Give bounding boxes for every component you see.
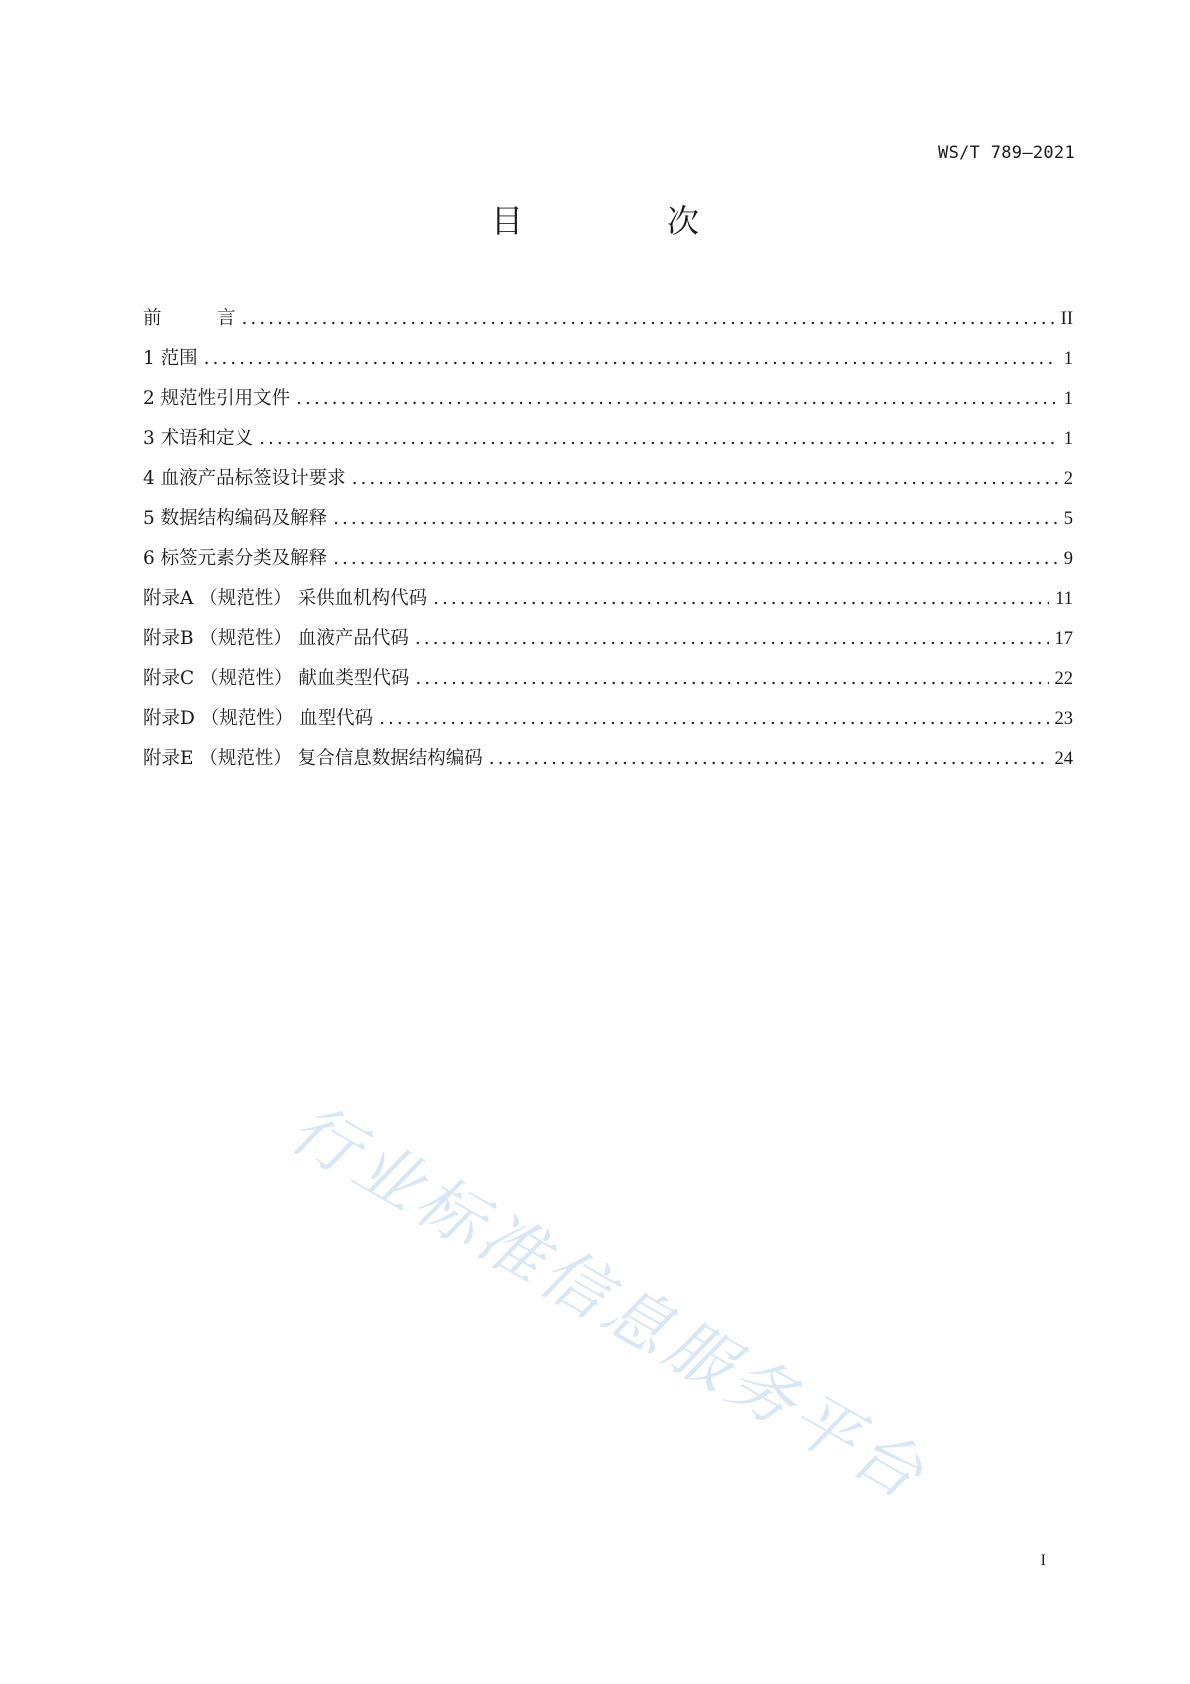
toc-entry-page: 22 <box>1054 669 1073 689</box>
toc-entry-page: 1 <box>1063 389 1073 409</box>
toc-entry[interactable] <box>143 744 1073 784</box>
toc-entry-label: 附录A （规范性） 采供血机构代码 <box>143 588 428 609</box>
toc-entry-page: 24 <box>1054 749 1073 769</box>
toc-entry-page: 5 <box>1063 509 1073 529</box>
toc-leader-dots <box>333 508 1058 529</box>
toc-leader-dots <box>379 708 1048 729</box>
toc-entry[interactable] <box>143 664 1073 704</box>
page-title: 目 次 <box>490 202 755 240</box>
toc-leader-dots <box>433 588 1049 609</box>
table-of-contents <box>143 304 1073 784</box>
toc-leader-dots <box>415 628 1049 649</box>
toc-entry[interactable] <box>143 424 1073 464</box>
toc-entry-label: 1 范围 <box>143 348 198 369</box>
toc-entry[interactable] <box>143 544 1073 584</box>
toc-entry-page: 23 <box>1054 709 1073 729</box>
toc-leader-dots <box>259 428 1058 449</box>
toc-leader-dots <box>296 388 1058 409</box>
toc-leader-dots <box>489 748 1049 769</box>
toc-entry-label: 附录E （规范性） 复合信息数据结构编码 <box>143 748 483 769</box>
page-number: I <box>1040 1552 1046 1569</box>
toc-entry[interactable] <box>143 584 1073 624</box>
toc-leader-dots <box>333 548 1058 569</box>
toc-entry[interactable] <box>143 504 1073 544</box>
toc-entry-label: 5 数据结构编码及解释 <box>143 508 328 529</box>
toc-entry-page: 11 <box>1055 589 1073 609</box>
toc-entry-label: 前 言 <box>143 308 236 329</box>
toc-entry-page: 1 <box>1063 349 1073 369</box>
toc-entry-label: 3 术语和定义 <box>143 428 254 449</box>
toc-entry-page: 1 <box>1063 429 1073 449</box>
toc-entry[interactable] <box>143 344 1073 384</box>
toc-entry[interactable] <box>143 384 1073 424</box>
toc-entry-label: 附录C （规范性） 献血类型代码 <box>143 668 410 689</box>
toc-entry-label: 附录D （规范性） 血型代码 <box>143 708 374 729</box>
toc-entry-label: 2 规范性引用文件 <box>143 388 291 409</box>
standard-number: WS/T 789—2021 <box>938 143 1075 163</box>
toc-entry-page: 9 <box>1063 549 1073 569</box>
toc-leader-dots <box>204 348 1058 369</box>
toc-entry-label: 4 血液产品标签设计要求 <box>143 468 346 489</box>
toc-entry[interactable] <box>143 464 1073 504</box>
toc-entry[interactable] <box>143 704 1073 744</box>
toc-entry-page: II <box>1060 309 1073 329</box>
toc-entry-label: 6 标签元素分类及解释 <box>143 548 328 569</box>
toc-entry[interactable] <box>143 624 1073 664</box>
toc-leader-dots <box>242 308 1055 329</box>
toc-entry[interactable] <box>143 304 1073 344</box>
watermark: 行业标准信息服务平台 <box>277 1089 940 1517</box>
toc-entry-page: 2 <box>1063 469 1073 489</box>
toc-entry-label: 附录B （规范性） 血液产品代码 <box>143 628 409 649</box>
toc-leader-dots <box>352 468 1058 489</box>
toc-entry-page: 17 <box>1054 629 1073 649</box>
toc-leader-dots <box>415 668 1048 689</box>
